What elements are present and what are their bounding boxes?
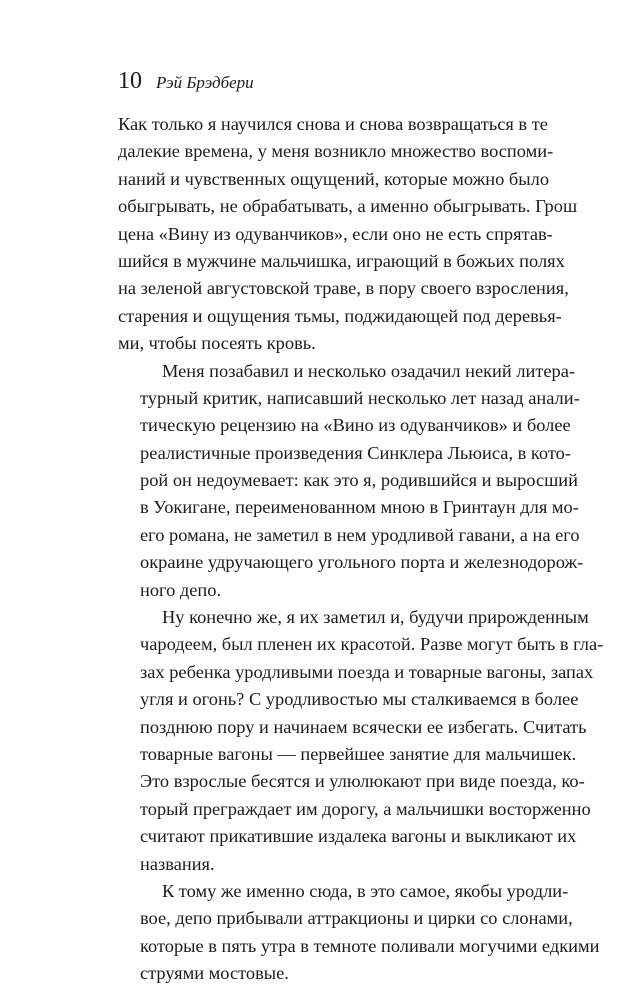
text-line: зах ребенка уродливыми поезда и товарные вагоны, запах [140, 661, 594, 682]
text-line: вое, депо прибывали аттракционы и цирки со слонами, [140, 908, 573, 929]
text-line: Это взрослые бесятся и улюлюкают при виде поезда, ко- [140, 771, 585, 792]
text-line: считают прикатившие издалека вагоны и выкликают их [140, 826, 577, 847]
running-head [118, 68, 254, 102]
text-line: далекие времена, у меня возникло множество воспоми- [118, 141, 554, 162]
running-head-author: Рэй Брэдбери [156, 73, 254, 92]
paragraph [118, 878, 600, 988]
text-line: старения и ощущения тьмы, поджидающей под деревья- [118, 305, 562, 326]
text-line: цена «Вину из одуванчиков», если оно не есть спрятав- [118, 223, 553, 244]
text-line: струями мостовые. [140, 963, 289, 984]
text-line: торый преграждает им дорогу, а мальчишки восторженно [140, 798, 591, 819]
text-line: рой он недоумевает: как это я, родившийся и выросший [140, 470, 578, 491]
text-line: ми, чтобы посеять кровь. [118, 333, 316, 354]
text-line: окраине удручающего угольного порта и железнодорож- [140, 552, 584, 573]
text-line: реалистичные произведения Синклера Льюиса, в кото- [140, 442, 571, 463]
text-line: в Уокигане, переименованном мною в Гринтаун для мо- [140, 497, 579, 518]
text-line: Как только я научился снова и снова возвращаться в те [118, 114, 548, 134]
text-line: турный критик, написавший несколько лет назад анали- [140, 387, 580, 408]
text-line: товарные вагоны — первейшее занятие для мальчишек. [140, 743, 577, 764]
paragraph [118, 358, 584, 605]
text-line: тическую рецензию на «Вино из одуванчиков» и более [140, 415, 571, 436]
text-line: ного депо. [140, 579, 222, 600]
paragraph [118, 111, 578, 358]
text-line: позднюю пору и начинаем всячески ее избегать. Считать [140, 716, 587, 737]
text-line: угля и огонь? С уродливостью мы сталкиваемся в более [140, 689, 579, 710]
paragraph [118, 604, 604, 878]
body-text [118, 111, 604, 988]
text-line: наний и чувственных ощущений, которые можно было [118, 168, 550, 189]
text-line: шийся в мужчине мальчишка, играющий в божьих полях [118, 250, 565, 271]
text-line: К тому же именно сюда, в это самое, якобы уродли- [162, 880, 569, 901]
text-line: которые в пять утра в темноте поливали могучими едкими [140, 935, 600, 956]
text-line: Меня позабавил и несколько озадачил некий литера- [162, 360, 576, 381]
text-line: на зеленой августовской траве, в пору своего взросления, [118, 278, 569, 299]
text-line: названия. [140, 853, 215, 874]
text-line: чародеем, был пленен их красотой. Разве могут быть в гла- [140, 634, 604, 655]
page-number: 10 [118, 68, 142, 94]
text-line: обыгрывать, не обрабатывать, а именно обыгрывать. Грош [118, 196, 578, 217]
text-line: Ну конечно же, я их заметил и, будучи прирожденным [162, 607, 589, 628]
text-line: его романа, не заметил в нем уродливой гавани, а на его [140, 524, 580, 545]
